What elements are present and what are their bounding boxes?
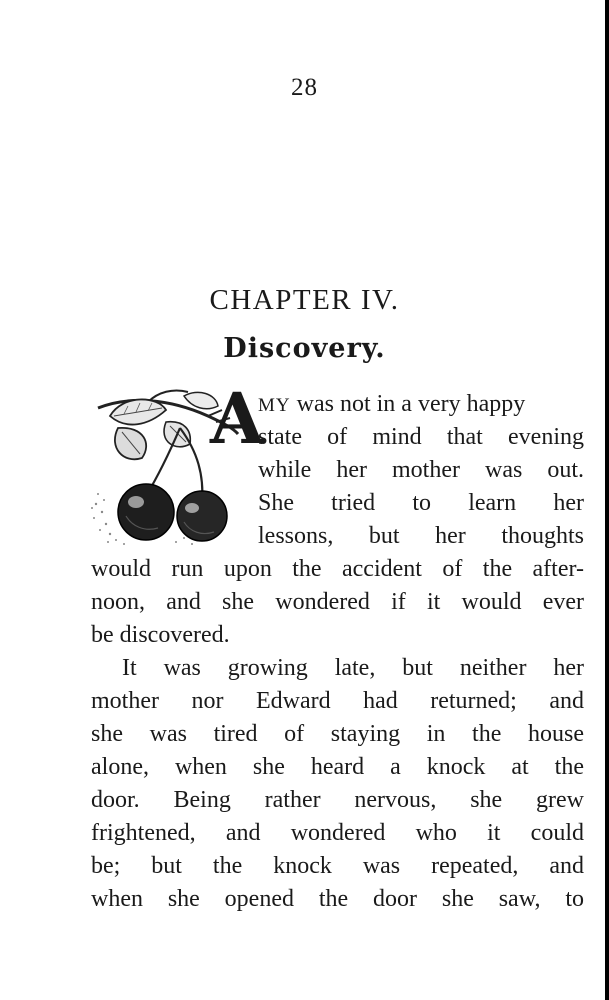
- text-line: She tried to learn her: [258, 490, 584, 516]
- text-line: she was tired of staying in the house: [91, 721, 584, 747]
- chapter-subtitle: Discovery.: [223, 333, 386, 364]
- text-line: be discovered.: [91, 622, 230, 648]
- drop-cap-continuation: MY: [258, 395, 291, 416]
- text-line: mother nor Edward had returned; and: [91, 688, 584, 714]
- text-line: while her mother was out.: [258, 457, 584, 483]
- text-line: state of mind that evening: [258, 424, 584, 450]
- text-line: door. Being rather nervous, she grew: [91, 787, 584, 813]
- drop-cap: A: [210, 377, 265, 460]
- text-line: when she opened the door she saw, to: [91, 886, 584, 912]
- text-line: frightened, and wondered who it could: [91, 820, 584, 846]
- text-line: would run upon the accident of the after-: [91, 556, 584, 582]
- text-line: It was growing late, but neither her: [122, 655, 584, 681]
- text-line: noon, and she wondered if it would ever: [91, 589, 584, 615]
- text-line: MY was not in a very happy: [258, 391, 526, 417]
- text-line: be; but the knock was repeated, and: [91, 853, 584, 879]
- page-edge: [605, 0, 609, 1000]
- chapter-title: CHAPTER IV.: [209, 284, 400, 316]
- text-line: alone, when she heard a knock at the: [91, 754, 584, 780]
- page-number: 28: [291, 74, 318, 101]
- text-line: lessons, but her thoughts: [258, 523, 584, 549]
